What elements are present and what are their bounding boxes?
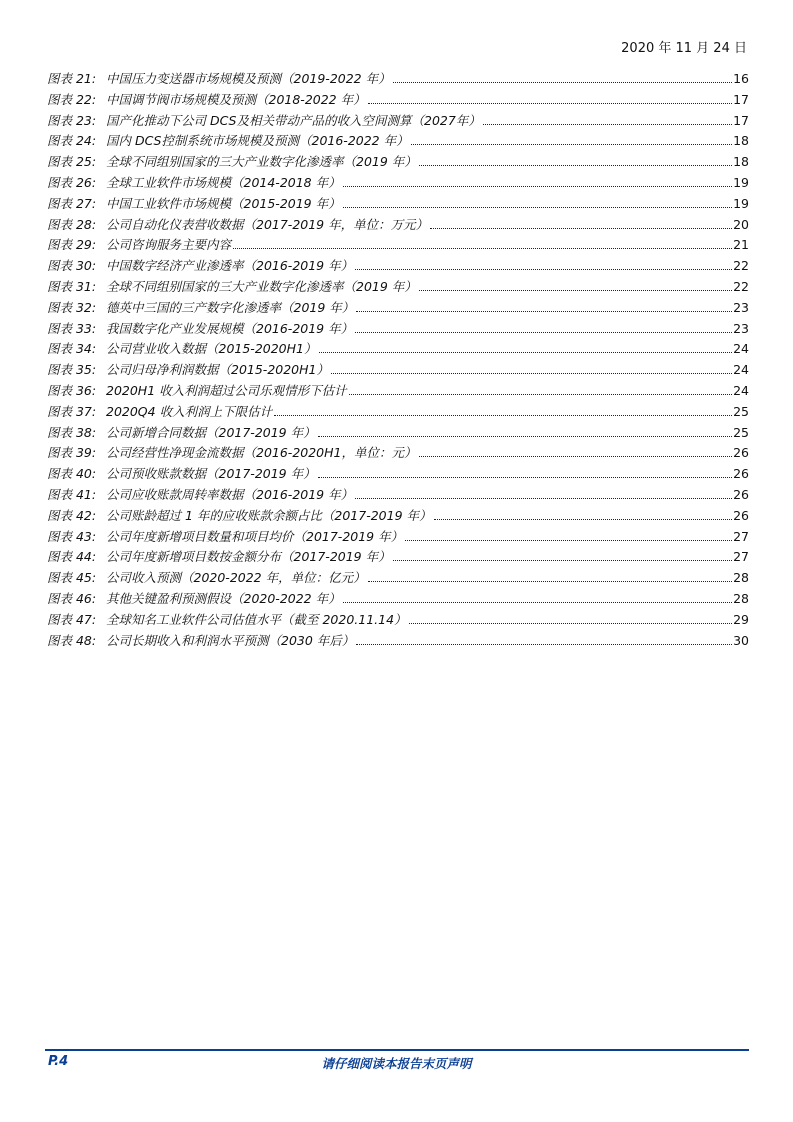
- figure-title: 公司新增合同数据（2017-2019 年）: [106, 424, 316, 440]
- page-ref: 27: [733, 528, 749, 544]
- page-ref: 20: [733, 216, 749, 232]
- toc-entry[interactable]: [47, 152, 749, 173]
- page-ref: 24: [733, 382, 749, 398]
- dot-leader: [368, 103, 732, 104]
- page-ref: 28: [733, 590, 749, 606]
- figure-label: 图表 30:: [47, 258, 97, 274]
- figure-label: 图表 40:: [47, 466, 97, 482]
- figure-title: 全球不同组别国家的三大产业数字化渗透率（2019 年）: [106, 278, 417, 294]
- toc-entry[interactable]: [47, 173, 749, 194]
- figure-label: 图表 26:: [47, 174, 97, 190]
- toc-entry[interactable]: [47, 277, 749, 298]
- figure-title: 其他关键盈利预测假设（2020-2022 年）: [106, 590, 341, 606]
- figure-title: 公司年度新增项目数量和项目均价（2017-2019 年）: [106, 528, 404, 544]
- figure-label: 图表 36:: [47, 382, 97, 398]
- figure-label: 图表 38:: [47, 424, 97, 440]
- figure-title: 公司自动化仪表营收数据（2017-2019 年，单位：万元）: [106, 216, 429, 232]
- toc-entry[interactable]: [47, 464, 749, 485]
- figure-title: 公司账龄超过 1 年的应收账款余额占比（2017-2019 年）: [106, 507, 432, 523]
- dot-leader: [419, 456, 733, 457]
- figure-label: 图表 41:: [47, 486, 97, 502]
- page-ref: 19: [733, 174, 749, 190]
- figure-title: 德英中三国的三产数字化渗透率（2019 年）: [106, 299, 355, 315]
- figure-title: 公司年度新增项目数按金额分布（2017-2019 年）: [106, 549, 391, 565]
- figure-label: 图表 44:: [47, 549, 97, 565]
- dot-leader: [343, 602, 732, 603]
- figure-label: 图表 43:: [47, 528, 97, 544]
- dot-leader: [411, 144, 732, 145]
- dot-leader: [331, 373, 732, 374]
- footer-divider: [45, 1049, 749, 1051]
- figure-title: 2020H1 收入利润超过公司乐观情形下估计: [106, 382, 347, 398]
- figure-title: 中国工业软件市场规模（2015-2019 年）: [106, 195, 341, 211]
- dot-leader: [419, 290, 732, 291]
- page-ref: 24: [733, 362, 749, 378]
- figure-label: 图表 31:: [47, 278, 97, 294]
- figure-label: 图表 34:: [47, 341, 97, 357]
- page-ref: 22: [733, 258, 749, 274]
- figure-label: 图表 37:: [47, 403, 97, 419]
- dot-leader: [434, 519, 733, 520]
- page-ref: 23: [733, 320, 749, 336]
- figure-title: 公司归母净利润数据（2015-2020H1）: [106, 362, 329, 378]
- figure-title: 公司经营性净现金流数据（2016-2020H1，单位：元）: [106, 445, 417, 461]
- toc-entry[interactable]: [47, 381, 749, 402]
- page-ref: 17: [733, 91, 749, 107]
- footer-disclaimer: 请仔细阅读本报告末页声明: [321, 1056, 472, 1071]
- toc-entry[interactable]: [47, 360, 749, 381]
- dot-leader: [430, 228, 732, 229]
- figure-title: 中国压力变送器市场规模及预测（2019-2022 年）: [106, 71, 391, 86]
- dot-leader: [393, 82, 732, 83]
- toc-entry[interactable]: [47, 443, 749, 464]
- dot-leader: [368, 581, 732, 582]
- toc-entry[interactable]: [47, 235, 749, 256]
- toc-entry[interactable]: [47, 194, 749, 215]
- page-ref: 16: [733, 71, 749, 86]
- dot-leader: [405, 540, 732, 541]
- figure-label: 图表 39:: [47, 445, 97, 461]
- figure-label: 图表 21:: [47, 71, 97, 86]
- page-ref: 19: [733, 195, 749, 211]
- toc-entry[interactable]: [47, 610, 749, 631]
- toc-entry[interactable]: [47, 631, 749, 652]
- figure-title: 公司营业收入数据（2015-2020H1）: [106, 341, 317, 357]
- figure-title: 国产化推动下公司 DCS及相关带动产品的收入空间测算（2027年）: [106, 112, 481, 128]
- page-ref: 18: [733, 133, 749, 149]
- toc-entry[interactable]: [47, 589, 749, 610]
- figure-label: 图表 46:: [47, 590, 97, 606]
- dot-leader: [355, 332, 732, 333]
- figure-title: 全球不同组别国家的三大产业数字化渗透率（2019 年）: [106, 154, 417, 170]
- figure-title: 全球知名工业软件公司估值水平（截至 2020.11.14）: [106, 611, 407, 627]
- figure-title: 公司应收账款周转率数据（2016-2019 年）: [106, 486, 354, 502]
- report-date: 2020 年 11 月 24 日: [621, 41, 747, 56]
- toc-entry[interactable]: [47, 527, 749, 548]
- dot-leader: [483, 124, 732, 125]
- figure-title: 公司预收账款数据（2017-2019 年）: [106, 466, 316, 482]
- figure-label: 图表 23:: [47, 112, 97, 128]
- dot-leader: [355, 498, 732, 499]
- dot-leader: [318, 477, 732, 478]
- dot-leader: [349, 394, 732, 395]
- figure-title: 中国调节阀市场规模及预测（2018-2022 年）: [106, 91, 366, 107]
- toc-entry[interactable]: [47, 111, 749, 132]
- figure-label: 图表 25:: [47, 154, 97, 170]
- figure-title: 中国数字经济产业渗透率（2016-2019 年）: [106, 258, 354, 274]
- figure-label: 图表 29:: [47, 237, 97, 253]
- toc-entry[interactable]: [47, 506, 749, 527]
- figure-title: 公司咨询服务主要内容: [106, 237, 232, 253]
- dot-leader: [319, 352, 733, 353]
- figure-label: 图表 35:: [47, 362, 97, 378]
- page-ref: 26: [733, 486, 749, 502]
- figure-label: 图表 28:: [47, 216, 97, 232]
- figure-title: 公司收入预测（2020-2022 年，单位：亿元）: [106, 570, 366, 586]
- figure-label: 图表 27:: [47, 195, 97, 211]
- figure-label: 图表 24:: [47, 133, 97, 149]
- dot-leader: [343, 186, 732, 187]
- toc-entry[interactable]: [47, 485, 749, 506]
- page-ref: 28: [733, 570, 749, 586]
- toc-entry[interactable]: [47, 131, 749, 152]
- figure-list: [47, 69, 749, 651]
- toc-entry[interactable]: [47, 547, 749, 568]
- toc-entry[interactable]: [47, 568, 749, 589]
- dot-leader: [233, 248, 732, 249]
- dot-leader: [409, 623, 733, 624]
- toc-entry[interactable]: [47, 215, 749, 236]
- page-ref: 18: [733, 154, 749, 170]
- dot-leader: [393, 560, 732, 561]
- dot-leader: [356, 644, 732, 645]
- page-ref: 21: [733, 237, 749, 253]
- figure-title: 全球工业软件市场规模（2014-2018 年）: [106, 174, 341, 190]
- figure-title: 公司长期收入和利润水平预测（2030 年后）: [106, 632, 355, 648]
- page-ref: 17: [733, 112, 749, 128]
- page-ref: 23: [733, 299, 749, 315]
- page-ref: 27: [733, 549, 749, 565]
- figure-title: 国内 DCS控制系统市场规模及预测（2016-2022 年）: [106, 133, 409, 149]
- page-ref: 26: [733, 466, 749, 482]
- figure-title: 我国数字化产业发展规模（2016-2019 年）: [106, 320, 354, 336]
- dot-leader: [274, 415, 732, 416]
- page-number: P.4: [48, 1054, 69, 1069]
- dot-leader: [419, 165, 732, 166]
- toc-entry[interactable]: [47, 402, 749, 423]
- page-ref: 29: [733, 611, 749, 627]
- page-ref: 25: [733, 424, 749, 440]
- page-ref: 24: [733, 341, 749, 357]
- toc-entry[interactable]: [47, 256, 749, 277]
- page-ref: 25: [733, 403, 749, 419]
- figure-label: 图表 47:: [47, 611, 97, 627]
- figure-label: 图表 45:: [47, 570, 97, 586]
- toc-entry[interactable]: [47, 298, 749, 319]
- toc-entry[interactable]: [47, 90, 749, 111]
- page-ref: 26: [733, 445, 749, 461]
- figure-label: 图表 33:: [47, 320, 97, 336]
- figure-label: 图表 48:: [47, 632, 97, 648]
- figure-label: 图表 42:: [47, 507, 97, 523]
- figure-label: 图表 22:: [47, 91, 97, 107]
- dot-leader: [355, 269, 732, 270]
- dot-leader: [343, 207, 732, 208]
- figure-title: 2020Q4 收入利润上下限估计: [106, 403, 273, 419]
- dot-leader: [318, 436, 732, 437]
- page-ref: 22: [733, 278, 749, 294]
- page-ref: 26: [733, 507, 749, 523]
- toc-entry[interactable]: [47, 319, 749, 340]
- page-ref: 30: [733, 632, 749, 648]
- toc-entry[interactable]: [47, 69, 749, 90]
- figure-label: 图表 32:: [47, 299, 97, 315]
- toc-entry[interactable]: [47, 423, 749, 444]
- toc-entry[interactable]: [47, 339, 749, 360]
- dot-leader: [356, 311, 732, 312]
